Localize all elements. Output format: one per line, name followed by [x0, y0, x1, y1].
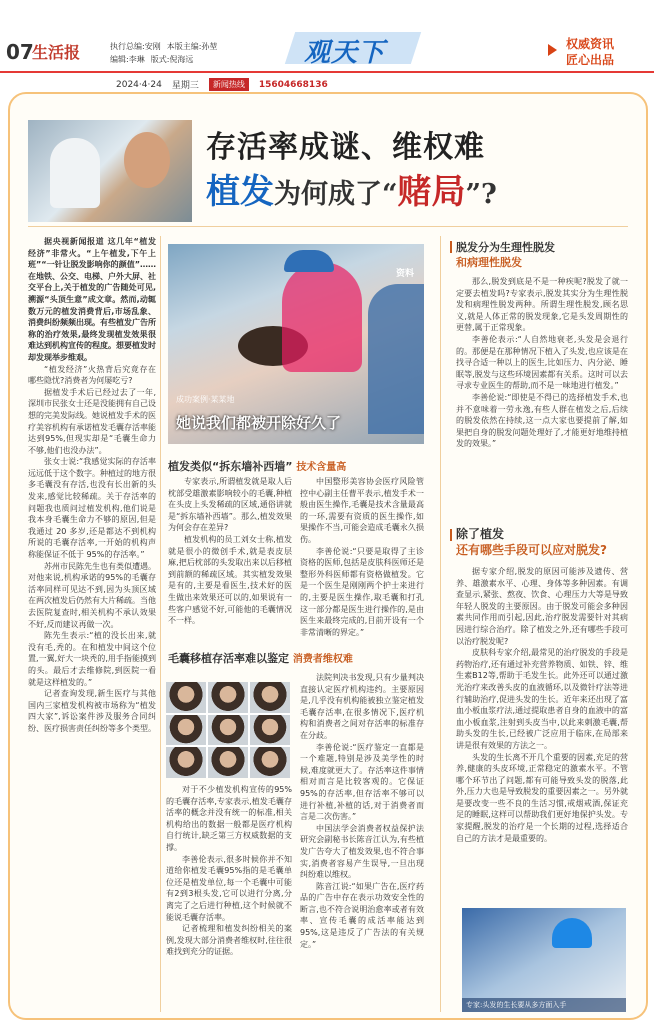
paragraph: 中国整形美容协会医疗风险管控中心副主任曹平表示,植发手术一般由医生操作,毛囊是技术含量最高的一环,需要有资质的医生操作,如果操作不当,可能会造成毛囊永久损伤。 [300, 477, 424, 544]
hair-photo [166, 715, 206, 746]
section-banner [290, 28, 416, 68]
doctor-figure [50, 138, 100, 208]
column-4b [456, 566, 628, 902]
paragraph: 那么,脱发到底是不是一种疾呢?脱发了就一定要去植发吗?专家表示,脱发其实分为生理性脱发和病理性脱发两种。所谓生理性脱发,顾名思义,就是人体正常的脱发现象,它是头发周期性的更替,属于正常现象。 [456, 277, 628, 333]
lead-paragraph: 据央视新闻报道 这几年“植发经济”非常火。“上午植发,下午上班”“一针让脱发影响你的颜值”……在地铁、公交、电梯、户外大屏、社交平台上,关于植发的广告随处可见,溯源“头顶生意”成文章。然而,动辄数万元的植发消费背后,市场乱象、消费纠纷频频出现。有些植发广告所称的治疗效果,最终发现植发效果很难达到机构宣传的程度。想要植发时却发现举步维艰。 [28, 237, 156, 362]
paragraph: 李善伦表示:“人自然地衰老,头发是会退行的。那便是在那种情况下植入了头发,也应该是在找寻合适一种以上的医生,比如压力、内分泌、睡眠等,脱发与这些环境因素都有关系。这时可以去寻求专业医生的帮助,而不是一味地进行植发。” [456, 334, 628, 391]
issue-date: 2024·4·24 [116, 79, 162, 90]
staff-credits [110, 40, 217, 66]
main-photo [168, 244, 424, 444]
issue-weekday: 星期三 [171, 81, 199, 91]
photo-logo: 资料 [396, 269, 415, 279]
section-b-title: 毛囊移植存活率难以鉴定 [168, 652, 289, 665]
headline-middle: 为何成了“ [274, 179, 398, 210]
arrow-icon [548, 44, 557, 56]
section-heading-a [168, 458, 346, 474]
paragraph: 张女士说:“我感觉实际的存活率远远低于这个数字。种植过的地方很多毛囊没有存活,也没有长出新的头发来,感觉比较稀疏。关于存活率的问题我也质问过植发机构,他们说是我本身毛囊生命力不够的原因,但是我通过 20 多岁,还是都达不到机构所说的毛囊存活率,一开始的机构声称能保证不低于 95%的存活率。” [28, 457, 156, 560]
slogan-line-1: 权威资讯 [566, 37, 615, 51]
paragraph: 李善伦表示,很多时候你并不知道给你植发毛囊95%指的是毛囊单位还是植发单位,每一个毛囊中可能有2到3根头发,它可以进行分离,分离完了之后进行种植,这个时候就不能说毛囊存活率。 [166, 854, 292, 922]
paragraph: 法院判决书发现,只有少量判决直接认定医疗机构违约。主要原因是,几乎没有机构能被独立鉴定植发毛囊存活率,在很多情况下,医疗机构和消费者之间对存活率的标准存在分歧。 [300, 673, 424, 740]
column-divider [160, 236, 161, 1012]
section-d-subtitle: 还有哪些手段可以应对脱发? [456, 543, 607, 557]
heading-marker [450, 529, 452, 541]
paragraph: 据植发手术后已经过去了一年,深圳市民张女士还是没能拥有自己设想的完美发际线。她说植发手术的医疗美容机构有承诺植发毛囊存活率能达到95%,但现实却是“毛囊生命力不够,他们也没办法”。 [28, 387, 156, 455]
hair-photo [208, 682, 248, 713]
column-3 [300, 672, 424, 1012]
section-heading-d [456, 526, 607, 558]
hair-photo [250, 682, 290, 713]
headline-line-2 [206, 164, 497, 213]
bottom-photo [462, 908, 626, 1012]
paragraph: “植发经济”火热背后究竟存在哪些隐忧?消费者为何屡吃亏? [28, 364, 156, 386]
paragraph: 李善伦说:“医疗鉴定一直都是一个难题,特别是涉及美学性的时候,难度就更大了。存活率这件事情相对而言是比较客观的。它保证95%的存活率,但存活率不够可以进行补植,补植的话,对于消费者而言是二次伤害。” [300, 742, 424, 822]
section-d-title: 除了植发 [456, 527, 505, 541]
paragraph: 陈音江说:“如果广告在,医疗药品的广告中存在表示功效安全性的断言,也不符合说明治愈率或者有效率、宣传毛囊的成活率能达到95%,这是违反了广告法的有关规定。” [300, 881, 424, 949]
page-header [0, 0, 654, 72]
header-rule [0, 71, 654, 73]
headline-line-1: 存活率成谜、维权难 [206, 130, 485, 165]
section-c-subtitle: 和病理性脱发 [456, 256, 522, 269]
page-number: 07 [6, 40, 34, 64]
newspaper-name: 生活报 [32, 43, 81, 62]
hotline-number: 15604668136 [258, 79, 328, 90]
column-4a [456, 276, 628, 516]
hero-photo [28, 120, 192, 222]
paragraph: 苏州市民陈先生也有类似遭遇。对他来说,机构承诺的95%的毛囊存活率同样可见达不到,因为头顶区域在两次植发后仍然有大片稀疏。当他去医院复查时,相关机构不承认效果不好,反而建议再做一次。 [28, 561, 156, 629]
photo-small-text: 成功案例·某某地 [176, 395, 235, 404]
hair-comparison-photos [166, 682, 290, 778]
section-b-subtitle: 消费者维权难 [292, 654, 353, 665]
paragraph: 陈先生表示:“植的没长出来,就没有毛,秃的。在和植发中间这个位置,一翼,好大一块秃的,用手指能摸到的头。最后才去维修院,到医院一看就是这样植发的。” [28, 631, 156, 687]
patient-head [124, 132, 170, 188]
hotline-label: 新闻热线 [209, 78, 249, 91]
paragraph: 皮肤科专家介绍,最常见的治疗脱发的手段是药物治疗,还有通过补充营养物质、如铁、锌、维生素B12等,帮助于毛发生长。此外还可以通过激光治疗来改善头皮的血液循环,以及微针疗法等进行辅助治疗,促进头发的生长。近年来还出现了富血小板血浆疗法,通过提取患者自身的血液中的富血小板血浆,注射到头皮当中,以此来刺激毛囊,帮助头发的生长,已经被广泛应用于临床,在局部来讲是很有效果的方法之一。 [456, 648, 628, 750]
section-a-title: 植发类似“拆东墙补西墙” [168, 460, 293, 473]
slogan-line-2: 匠心出品 [566, 53, 615, 67]
hair-photo [250, 715, 290, 746]
page-editor: 本版主编:孙堃 [166, 42, 218, 51]
paragraph: 专家表示,所谓植发就是取人后枕部受雄激素影响较小的毛囊,种植在头皮上头发稀疏的区域,通俗讲就是“拆东墙补西墙”。那么,植发效果为何会存在差异? [168, 477, 292, 533]
bottom-photo-caption: 专家:头发的生长要从多方面入手 [462, 998, 626, 1012]
hair-photo [208, 715, 248, 746]
doctor-figure [282, 262, 362, 372]
hair-photo [208, 747, 248, 778]
section-c-title: 脱发分为生理性脱发 [456, 241, 555, 254]
paragraph: 记者查询发现,新生医疗与其他国内三家植发机构被市场称为“植发四大家”,诉讼案件涉及服务合同纠纷、医疗损害责任纠纷等多个类型。 [28, 689, 156, 733]
section-heading-b [168, 650, 353, 666]
headline-end: ”? [465, 179, 497, 210]
doctor-figure [552, 918, 592, 948]
paragraph: 中国法学会消费者权益保护法研究会副秘书长陈音江认为,有些植发广告夸大了植发效果,也不符合事实,消费者容易产生误导,一旦出现纠纷难以维权。 [300, 823, 424, 880]
column-2b [300, 476, 424, 638]
surgical-cap [284, 250, 334, 272]
slogan [566, 36, 614, 68]
hair-photo [250, 747, 290, 778]
paragraph: 记者梳理和植发纠纷相关的案例,发现大部分消费者维权时,往往很难找到充分的证据。 [166, 924, 292, 957]
column-divider [440, 236, 441, 1012]
column-1 [28, 236, 156, 1014]
column-2a [168, 476, 292, 638]
paragraph: 植发机构的员工刘女士称,植发就是很小的微创手术,就是表皮层麻,把后枕部的头发取出来以后移植到前额的稀疏区域。其实植发效果是有的,主要是看医生,技术好的医生做出来效果还可以的,如果说有一些客户感觉不好,可能他的毛囊情况不一样。 [168, 534, 292, 626]
editor: 编辑:李琳 [110, 55, 145, 64]
hair-photo [166, 747, 206, 778]
paragraph: 头发的生长离不开几个重要的因素,充足的营养,健康的头皮环境,正常稳定的激素水平。不管哪个环节出了问题,都有可能导致头发的脱落,此外,压力大也是导致脱发的重要因素之一。另外就是要改变一些不良的生活习惯,戒烟戒酒,保证充足的睡眠,这样可以帮助我们更好地保护头发。专家提醒,脱发的治疗是一个长期的过程,选择适合自己的方法才是最重要的。 [456, 752, 628, 843]
paragraph: 李善伦说:“即使是不得已的选择植发手术,也并不意味着一劳永逸,有些人群在植发之后,后续的脱发依然在持续,这一点大家也要提前了解,如果把自身的脱发问题处理好了,才能更好地维持植发的效果。” [456, 392, 628, 449]
paragraph: 对于不少植发机构宣传的95%的毛囊存活率,专家表示,植发毛囊存活率的概念并没有统一的标准,相关机构给出的数据一般都是医疗机构自行统计,缺乏第三方权威数据的支撑。 [166, 785, 292, 852]
dateline [116, 78, 328, 91]
column-2c [166, 784, 292, 1012]
layout-editor: 版式:倪海远 [150, 55, 194, 64]
paragraph: 据专家介绍,脱发的原因可能涉及遗传、营养、雄激素水平、心理、身体等多种因素。有调查显示,紧张、熬夜、饮食、心理压力大等是导致年轻人脱发的主要原因。由于脱发可能会多种因素共同作用而引起,因此,治疗脱发需要针对其病因进行综合治疗。除了植发之外,还有哪些手段可以治疗脱发呢? [456, 567, 628, 646]
chief-editor: 执行总编:安刚 [110, 42, 161, 51]
assistant-figure [368, 284, 424, 434]
section-heading-c [456, 240, 555, 270]
heading-marker [450, 241, 452, 253]
banner-title: 观天下 [304, 38, 386, 68]
section-a-subtitle: 技术含量高 [296, 462, 347, 473]
title-divider [28, 226, 628, 227]
headline-keyword: 植发 [206, 172, 274, 212]
photo-caption: 她说我们都被开除好久了 [176, 414, 342, 432]
paragraph: 李善伦说:“只要是取得了主诊资格的医师,包括是皮肤科医师还是整形外科医师都有资格做植发。它是一个医生是刚刚两个护士来进行的,主要是医生操作,取毛囊和打孔这一部分都是医生进行操作的,是由医生来最终完成的,目前开设有一个非常清晰的界定。” [300, 546, 424, 637]
headline-emphasis: 赌局 [397, 172, 466, 212]
hair-photo [166, 682, 206, 713]
